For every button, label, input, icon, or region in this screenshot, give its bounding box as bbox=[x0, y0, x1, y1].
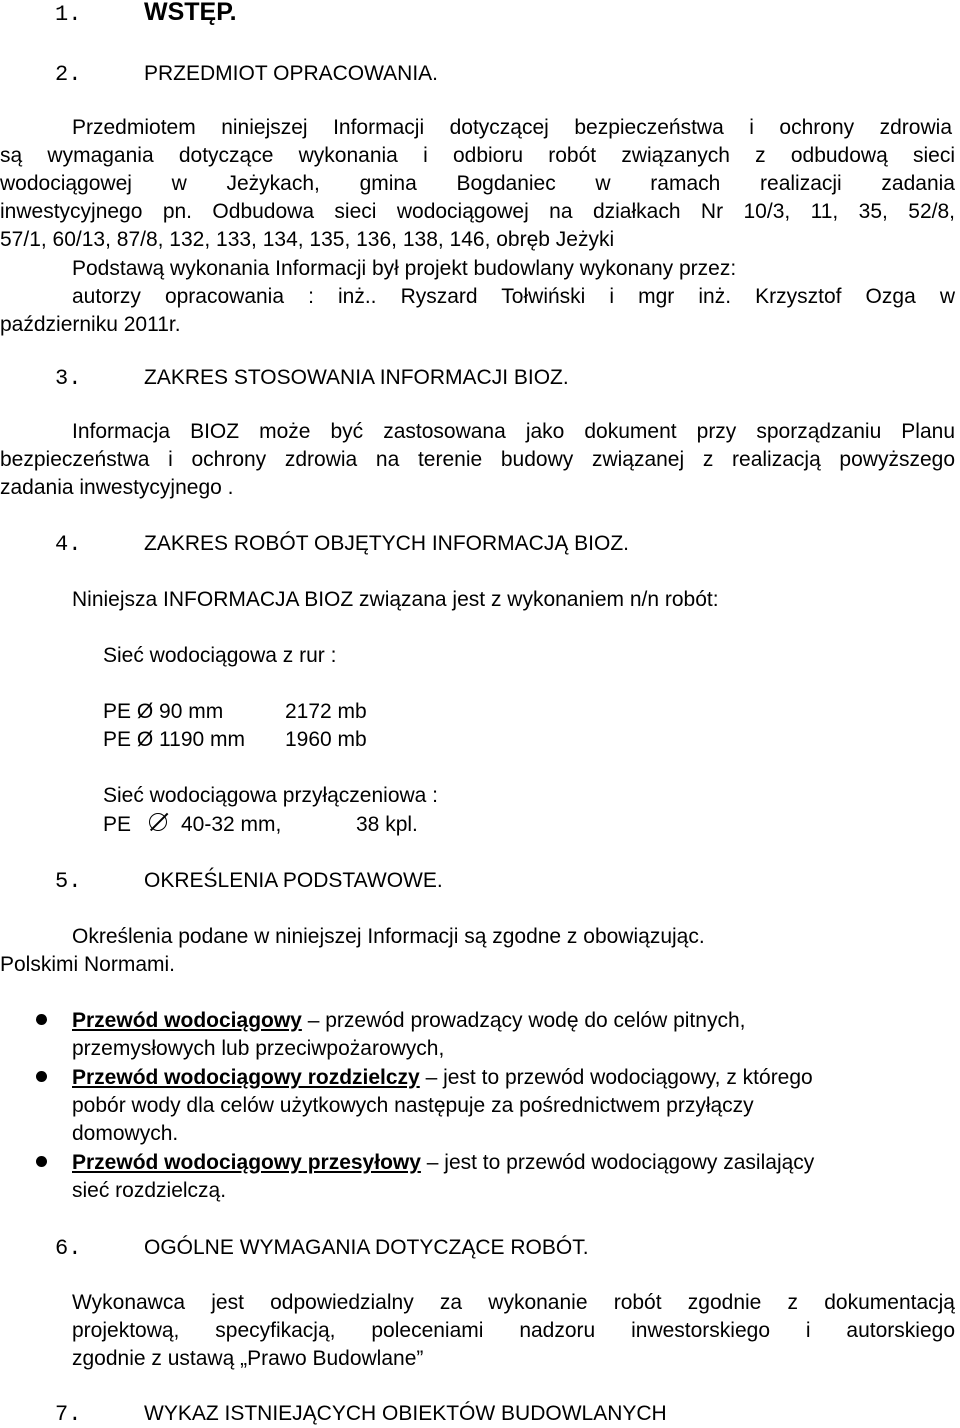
connection-quantity: 38 kpl. bbox=[356, 813, 418, 836]
section-4-number: 4. bbox=[55, 532, 82, 557]
section-7-title: WYKAZ ISTNIEJĄCYCH OBIEKTÓW BUDOWLANYCH bbox=[144, 1402, 667, 1425]
definition-1-term: Przewód wodociągowy bbox=[72, 1009, 302, 1032]
diameter-icon bbox=[145, 813, 171, 831]
connection-label: Sieć wodociągowa przyłączeniowa : bbox=[103, 784, 439, 807]
section-3-number: 3. bbox=[55, 366, 82, 391]
definition-1-first-line bbox=[72, 1010, 745, 1031]
section-4-intro: Niniejsza INFORMACJA BIOZ związana jest z wykonaniem n/n robót: bbox=[72, 588, 719, 611]
section-6-title: OGÓLNE WYMAGANIA DOTYCZĄCE ROBÓT. bbox=[144, 1236, 589, 1259]
pipe-2-desc: PE Ø 1190 mm bbox=[103, 728, 245, 751]
section-5-line-1: Określenia podane w niniejszej Informacji są zgodne z obowiązując. bbox=[72, 925, 705, 948]
connection-dimension: 40-32 mm, bbox=[181, 813, 282, 836]
section-3-title: ZAKRES STOSOWANIA INFORMACJI BIOZ. bbox=[144, 366, 569, 389]
definition-3-text-2: sieć rozdzielczą. bbox=[72, 1179, 227, 1202]
section-5-title: OKREŚLENIA PODSTAWOWE. bbox=[144, 869, 443, 892]
section-2-line-1: Przedmiotem niniejszej Informacji dotyczącej bezpieczeństwa i ochrony zdrowia bbox=[72, 116, 952, 139]
section-6-line-1: Wykonawca jest odpowiedzialny za wykonanie robót zgodnie z dokumentacją bbox=[72, 1291, 955, 1314]
section-2-line-3: wodociągowej w Jeżykach, gmina Bogdaniec w ramach realizacji zadania bbox=[0, 172, 955, 195]
definition-3-first-line bbox=[72, 1152, 814, 1173]
section-3-line-2: bezpieczeństwa i ochrony zdrowia na terenie budowy związanej z realizacją powyższego bbox=[0, 448, 955, 471]
section-2-line-5: 57/1, 60/13, 87/8, 132, 133, 134, 135, 136, 138, 146, obręb Jeżyki bbox=[0, 228, 615, 251]
pipe-1-desc: PE Ø 90 mm bbox=[103, 700, 224, 723]
definition-2-text-3: domowych. bbox=[72, 1122, 179, 1145]
bullet-icon bbox=[36, 1014, 47, 1025]
bullet-icon bbox=[36, 1071, 47, 1082]
section-7-number: 7. bbox=[55, 1402, 82, 1427]
section-1-title: WSTĘP. bbox=[144, 0, 237, 26]
pipe-2-length: 1960 mb bbox=[285, 728, 367, 751]
section-2-line-7: autorzy opracowania : inż.. Ryszard Tołwiński i mgr inż. Krzysztof Ozga w bbox=[72, 285, 955, 308]
section-5-line-2: Polskimi Normami. bbox=[0, 953, 176, 976]
section-2-title: PRZEDMIOT OPRACOWANIA. bbox=[144, 62, 439, 85]
section-2-line-2: są wymagania dotyczące wykonania i odbioru robót związanych z odbudową sieci bbox=[0, 144, 955, 167]
section-3-line-1: Informacja BIOZ może być zastosowana jako dokument przy sporządzaniu Planu bbox=[72, 420, 955, 443]
definition-1-text-2: przemysłowych lub przeciwpożarowych, bbox=[72, 1037, 445, 1060]
section-2-number: 2. bbox=[55, 62, 82, 87]
section-3-line-3: zadania inwestycyjnego . bbox=[0, 476, 234, 499]
bullet-icon bbox=[36, 1156, 47, 1167]
network-label: Sieć wodociągowa z rur : bbox=[103, 644, 337, 667]
connection-pe: PE bbox=[103, 813, 132, 836]
section-4-title: ZAKRES ROBÓT OBJĘTYCH INFORMACJĄ BIOZ. bbox=[144, 532, 629, 555]
definition-1-text-1: – przewód prowadzący wodę do celów pitnych, bbox=[307, 1009, 746, 1032]
section-1-number: 1. bbox=[55, 2, 82, 27]
section-2-line-8: październiku 2011r. bbox=[0, 313, 181, 336]
definition-3-text-1: – jest to przewód wodociągowy zasilający bbox=[426, 1151, 815, 1174]
pipe-1-length: 2172 mb bbox=[285, 700, 367, 723]
section-6-number: 6. bbox=[55, 1236, 82, 1261]
section-6-line-3: zgodnie z ustawą „Prawo Budowlane” bbox=[72, 1347, 424, 1370]
section-6-line-2: projektową, specyfikacją, poleceniami nadzoru inwestorskiego i autorskiego bbox=[72, 1319, 955, 1342]
definition-2-text-1: – jest to przewód wodociągowy, z którego bbox=[425, 1066, 813, 1089]
definition-2-first-line bbox=[72, 1067, 813, 1088]
definition-2-term: Przewód wodociągowy rozdzielczy bbox=[72, 1066, 420, 1089]
definition-3-term: Przewód wodociągowy przesyłowy bbox=[72, 1151, 421, 1174]
definition-2-text-2: pobór wody dla celów użytkowych następuje za pośrednictwem przyłączy bbox=[72, 1094, 754, 1117]
section-5-number: 5. bbox=[55, 869, 82, 894]
section-2-line-4: inwestycyjnego pn. Odbudowa sieci wodociągowej na działkach Nr 10/3, 11, 35, 52/8, bbox=[0, 200, 955, 223]
section-2-line-6: Podstawą wykonania Informacji był projekt budowlany wykonany przez: bbox=[72, 257, 737, 280]
